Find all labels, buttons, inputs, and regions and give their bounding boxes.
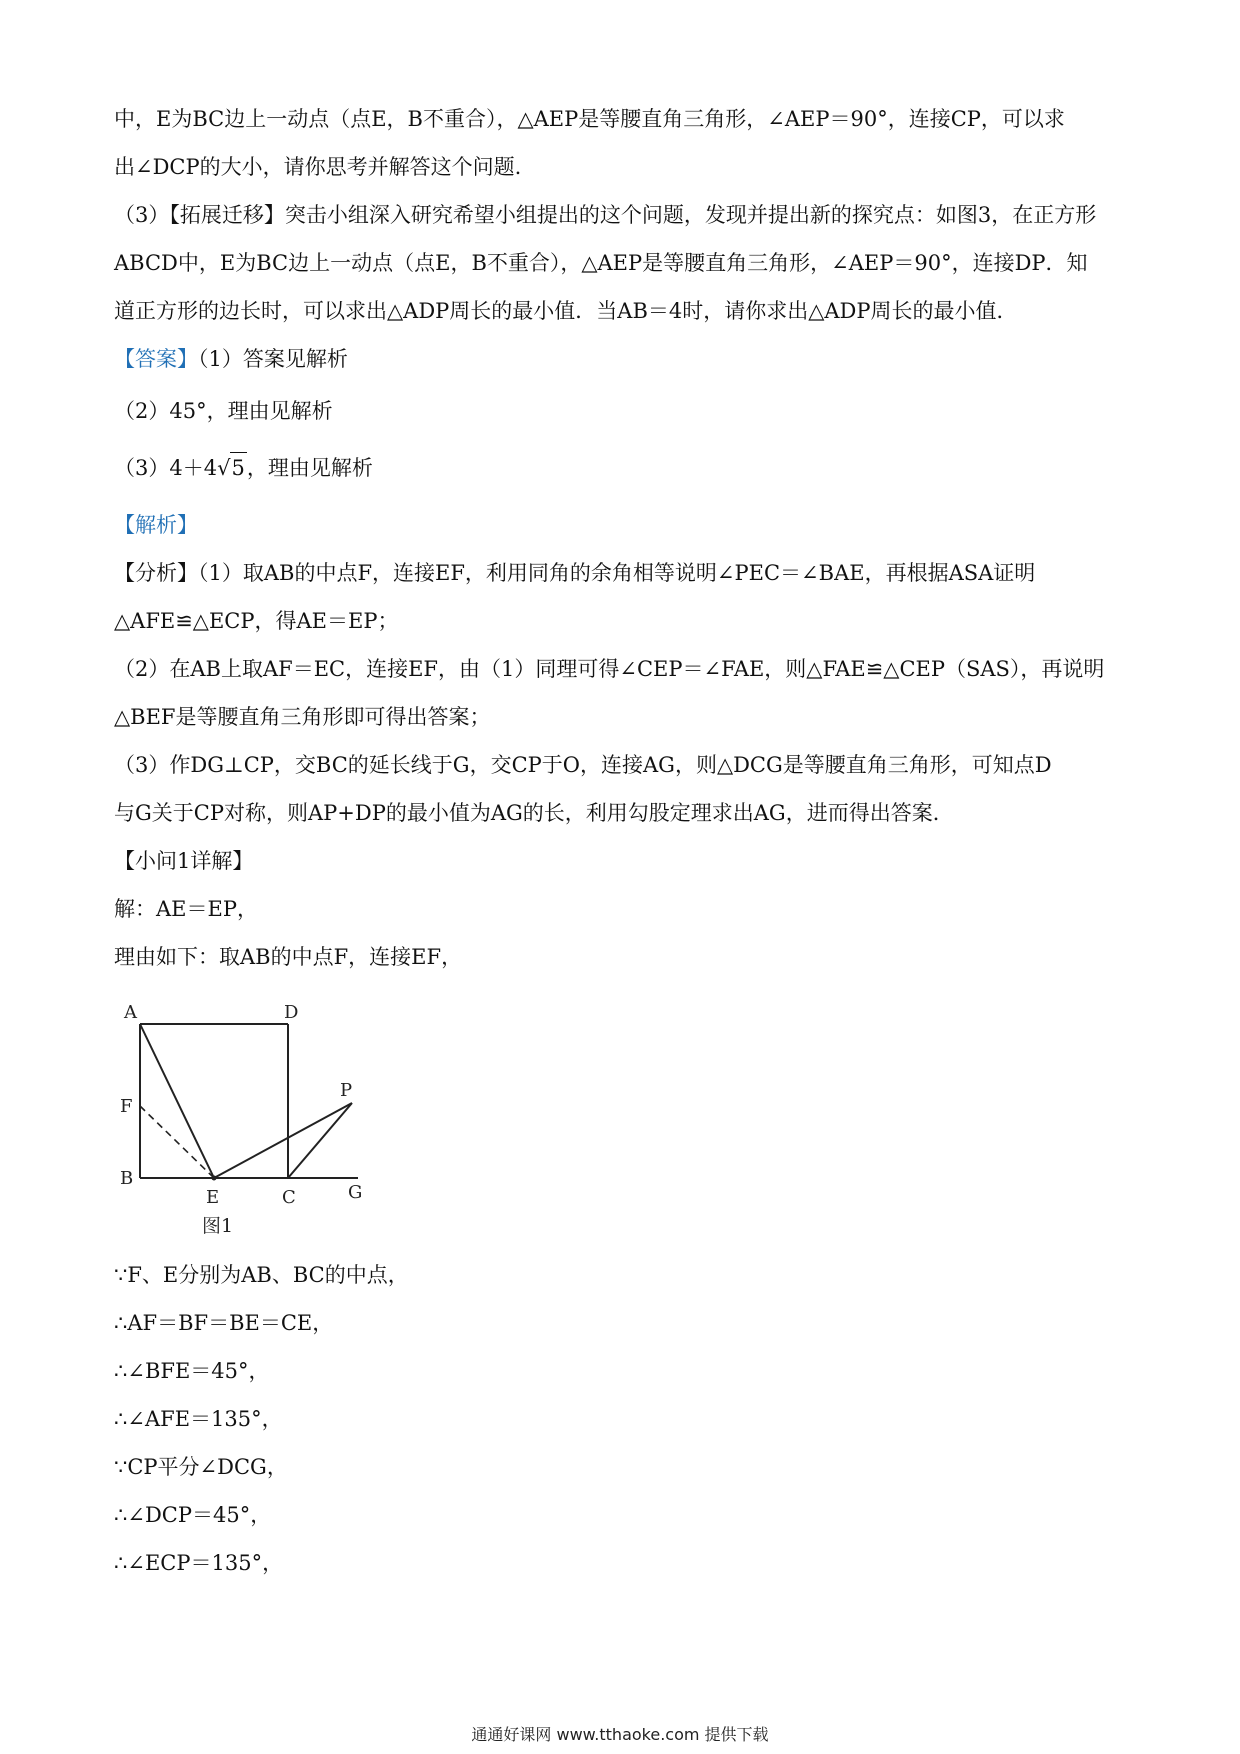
proof-line-3: ∴∠BFE＝45°， [114,1359,270,1383]
answer-3-math: 4＋4 [169,456,218,480]
analysis-line-6: 与G关于CP对称，则AP+DP的最小值为AG的长，利用勾股定理求出AG，进而得出答案． [114,801,954,825]
page-footer: 通通好课网 www.tthaoke.com 提供下载 [471,1725,769,1744]
problem-line-4: ABCD中，E为BC边上一动点（点E，B不重合），△AEP是等腰直角三角形，∠AEP＝90°，连接DP．知 [114,251,1088,275]
answer-3-suffix: ，理由见解析 [246,456,373,480]
analysis-line-3: （2）在AB上取AF＝EC，连接EF，由（1）同理可得∠CEP＝∠FAE，则△FAE≌△CEP（SAS），再说明 [114,657,1105,681]
answer-line-1 [114,344,1130,374]
geometry-figure-1 [110,998,380,1236]
proof-line-2: ∴AF＝BF＝BE＝CE， [114,1311,334,1335]
segment-AE [140,1024,214,1178]
analysis-tag: 【解析】 [114,513,198,537]
segment-FE-dashed [140,1106,214,1178]
segment-EP [214,1103,352,1178]
proof-line-1: ∵F、E分别为AB、BC的中点， [114,1263,409,1287]
segment-CP [288,1103,352,1178]
proof-line-7: ∴∠ECP＝135°， [114,1551,284,1575]
answer-tag: 【答案】 [114,347,198,371]
answer-1: （1）答案见解析 [198,347,348,371]
proof-line-5: ∵CP平分∠DCG， [114,1455,288,1479]
label-C: C [282,1187,296,1208]
detail-heading: 【小问1详解】 [114,849,254,873]
problem-line-1: 中，E为BC边上一动点（点E，B不重合），△AEP是等腰直角三角形，∠AEP＝90°，连接CP，可以求 [114,107,1065,131]
radical-sign-icon: √ [217,456,231,480]
point-E [212,1176,217,1181]
label-P: P [340,1080,353,1101]
answer-3-prefix: （3） [114,456,170,480]
label-F: F [120,1096,133,1117]
detail-line-2: 理由如下：取AB的中点F，连接EF， [114,945,463,969]
analysis-line-2: △AFE≌△ECP，得AE＝EP； [114,609,399,633]
answer-3-radicand: 5 [230,452,247,483]
analysis-line-5: （3）作DG⊥CP，交BC的延长线于G，交CP于O，连接AG，则△DCG是等腰直角三角形，可知点D [114,753,1052,777]
proof-line-6: ∴∠DCP＝45°， [114,1503,272,1527]
label-B: B [120,1168,134,1189]
problem-line-2: 出∠DCP的大小，请你思考并解答这个问题. [114,155,522,179]
figure-caption: 图1 [202,1215,234,1236]
proof-line-4: ∴∠AFE＝135°， [114,1407,283,1431]
answer-2: （2）45°，理由见解析 [114,399,333,423]
label-E: E [206,1187,220,1208]
problem-line-3: （3）【拓展迁移】突击小组深入研究希望小组提出的这个问题，发现并提出新的探究点：如图3，在正方形 [114,203,1097,227]
label-D: D [284,1002,299,1023]
analysis-line-1: 【分析】（1）取AB的中点F，连接EF，利用同角的余角相等说明∠PEC＝∠BAE，再根据ASA证明 [114,561,1036,585]
answer-3 [114,452,1130,483]
detail-line-1: 解：AE＝EP， [114,897,258,921]
label-A: A [124,1002,137,1023]
label-G: G [348,1182,363,1203]
problem-line-5: 道正方形的边长时，可以求出△ADP周长的最小值．当AB＝4时，请你求出△ADP周长的最小值． [114,299,1018,323]
analysis-line-4: △BEF是等腰直角三角形即可得出答案； [114,705,491,729]
